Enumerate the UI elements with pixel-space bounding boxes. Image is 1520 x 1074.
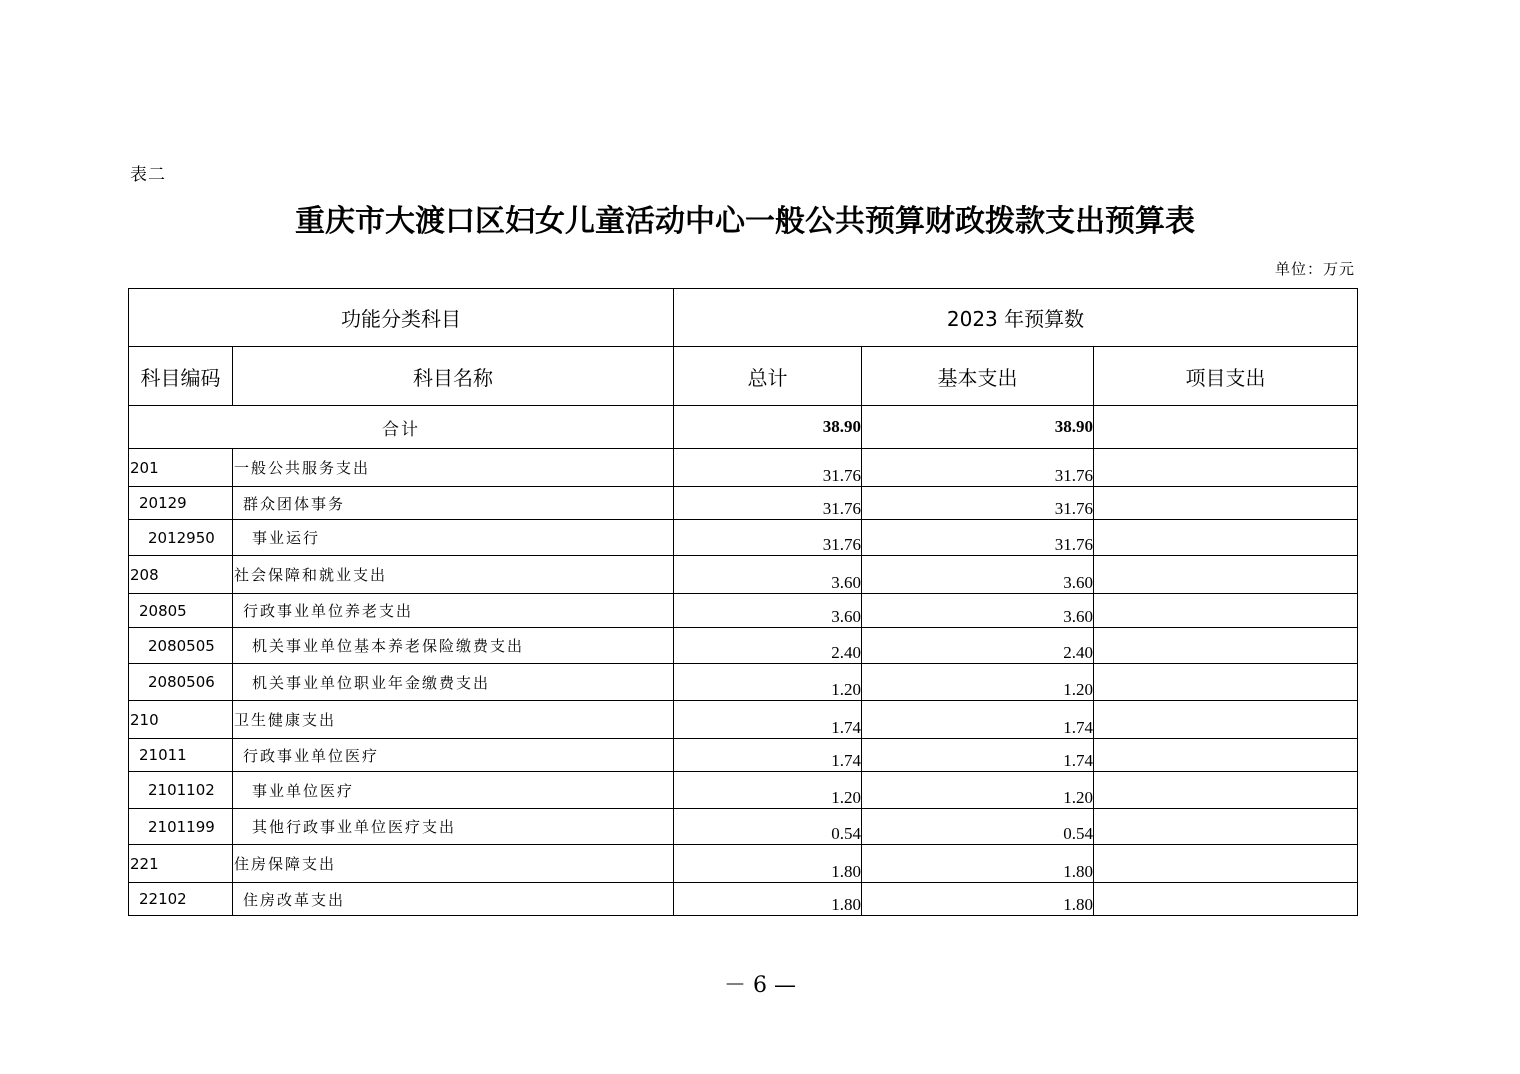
row-project <box>1094 664 1358 701</box>
row-total: 1.74 <box>674 739 862 772</box>
row-total: 2.40 <box>674 628 862 664</box>
page-title: 重庆市大渡口区妇女儿童活动中心一般公共预算财政拨款支出预算表 <box>295 204 1195 239</box>
table-row <box>129 845 1358 883</box>
table-row <box>129 883 1358 916</box>
row-code: 2080506 <box>129 664 233 701</box>
row-total: 1.20 <box>674 772 862 809</box>
row-project <box>1094 772 1358 809</box>
row-code: 22102 <box>129 883 233 916</box>
table-row <box>129 487 1358 520</box>
row-total: 3.60 <box>674 594 862 628</box>
row-code: 20805 <box>129 594 233 628</box>
row-code: 20129 <box>129 487 233 520</box>
table-label: 表二 <box>130 165 166 185</box>
row-basic: 2.40 <box>862 628 1094 664</box>
row-basic: 31.76 <box>862 449 1094 487</box>
row-code: 2101102 <box>129 772 233 809</box>
header-basic: 基本支出 <box>862 347 1094 406</box>
table-row <box>129 739 1358 772</box>
total-row <box>129 406 1358 449</box>
row-code: 201 <box>129 449 233 487</box>
total-basic: 38.90 <box>862 406 1094 449</box>
header-total: 总计 <box>674 347 862 406</box>
row-project <box>1094 487 1358 520</box>
row-name: 群众团体事务 <box>233 487 674 520</box>
total-amount: 38.90 <box>674 406 862 449</box>
unit-label: 单位：万元 <box>1274 260 1355 278</box>
row-total: 1.80 <box>674 883 862 916</box>
row-name: 卫生健康支出 <box>233 701 674 739</box>
row-name: 一般公共服务支出 <box>233 449 674 487</box>
header-code: 科目编码 <box>129 347 233 406</box>
row-project <box>1094 739 1358 772</box>
row-code: 21011 <box>129 739 233 772</box>
row-project <box>1094 594 1358 628</box>
row-total: 31.76 <box>674 487 862 520</box>
table-row <box>129 520 1358 556</box>
table-row <box>129 664 1358 701</box>
table-row <box>129 556 1358 594</box>
row-name: 事业单位医疗 <box>233 772 674 809</box>
row-basic: 31.76 <box>862 520 1094 556</box>
row-basic: 31.76 <box>862 487 1094 520</box>
table-row <box>129 594 1358 628</box>
row-name: 住房改革支出 <box>233 883 674 916</box>
row-project <box>1094 520 1358 556</box>
table-row <box>129 449 1358 487</box>
row-total: 1.20 <box>674 664 862 701</box>
budget-table <box>128 288 1358 916</box>
row-name: 行政事业单位养老支出 <box>233 594 674 628</box>
table-row <box>129 701 1358 739</box>
row-basic: 1.20 <box>862 664 1094 701</box>
row-basic: 1.80 <box>862 883 1094 916</box>
row-basic: 1.20 <box>862 772 1094 809</box>
row-code: 210 <box>129 701 233 739</box>
row-project <box>1094 449 1358 487</box>
row-project <box>1094 556 1358 594</box>
row-code: 2012950 <box>129 520 233 556</box>
row-project <box>1094 845 1358 883</box>
row-name: 其他行政事业单位医疗支出 <box>233 809 674 845</box>
row-name: 社会保障和就业支出 <box>233 556 674 594</box>
row-name: 机关事业单位基本养老保险缴费支出 <box>233 628 674 664</box>
row-total: 1.74 <box>674 701 862 739</box>
row-total: 3.60 <box>674 556 862 594</box>
row-basic: 0.54 <box>862 809 1094 845</box>
header-name: 科目名称 <box>233 347 674 406</box>
row-project <box>1094 883 1358 916</box>
row-basic: 1.80 <box>862 845 1094 883</box>
row-name: 机关事业单位职业年金缴费支出 <box>233 664 674 701</box>
table-row <box>129 628 1358 664</box>
total-label: 合计 <box>129 406 674 449</box>
row-project <box>1094 701 1358 739</box>
row-basic: 3.60 <box>862 594 1094 628</box>
total-project <box>1094 406 1358 449</box>
row-code: 221 <box>129 845 233 883</box>
header-functional-category: 功能分类科目 <box>129 289 674 347</box>
row-total: 0.54 <box>674 809 862 845</box>
header-row-top <box>129 289 1358 347</box>
header-project: 项目支出 <box>1094 347 1358 406</box>
table-row <box>129 809 1358 845</box>
row-name: 住房保障支出 <box>233 845 674 883</box>
row-total: 31.76 <box>674 449 862 487</box>
row-code: 2080505 <box>129 628 233 664</box>
page-number: － 6 — <box>724 973 796 998</box>
row-project <box>1094 628 1358 664</box>
table-row <box>129 772 1358 809</box>
header-budget-year: 2023 年预算数 <box>674 289 1358 347</box>
row-basic: 1.74 <box>862 739 1094 772</box>
row-project <box>1094 809 1358 845</box>
row-code: 2101199 <box>129 809 233 845</box>
row-name: 事业运行 <box>233 520 674 556</box>
header-row-columns <box>129 347 1358 406</box>
row-total: 31.76 <box>674 520 862 556</box>
row-code: 208 <box>129 556 233 594</box>
row-total: 1.80 <box>674 845 862 883</box>
row-basic: 3.60 <box>862 556 1094 594</box>
row-basic: 1.74 <box>862 701 1094 739</box>
row-name: 行政事业单位医疗 <box>233 739 674 772</box>
